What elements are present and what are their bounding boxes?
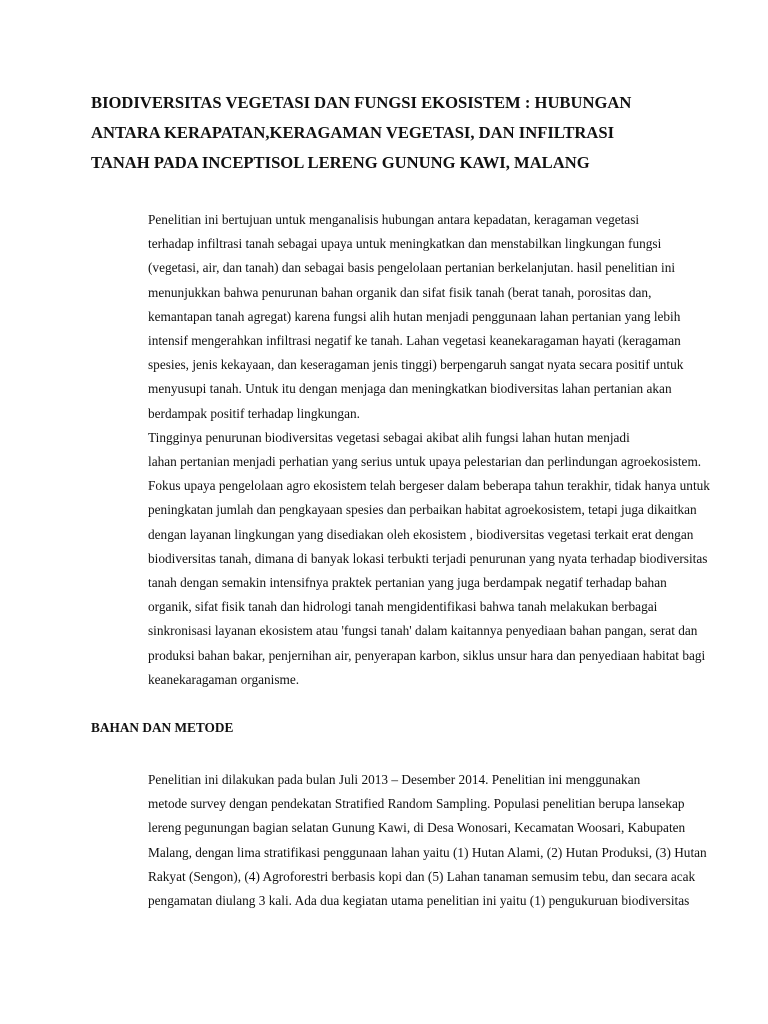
text-line: sinkronisasi layanan ekosistem atau 'fungsi tanah' dalam kaitannya penyediaan bahan pangan, serat dan [148, 623, 698, 639]
text-line: spesies, jenis kekayaan, dan keseragaman jenis tinggi) berpengaruh sangat nyata secara positif untuk [148, 357, 684, 373]
text-line: lereng pegunungan bagian selatan Gunung Kawi, di Desa Wonosari, Kecamatan Woosari, Kabupaten [148, 820, 686, 836]
text-line: kemantapan tanah agregat) karena fungsi alih hutan menjadi penggunaan lahan pertanian yang lebih [148, 308, 681, 324]
text-line: Malang, dengan lima stratifikasi penggunaan lahan yaitu (1) Hutan Alami, (2) Hutan Produksi, (3) Hutan [148, 844, 707, 860]
text-line: intensif mengerahkan infiltrasi negatif ke tanah. Lahan vegetasi keanekaragaman hayati (keragaman [148, 333, 681, 349]
section-heading: BAHAN DAN METODE [91, 720, 234, 736]
text-line: pengamatan diulang 3 kali. Ada dua kegiatan utama penelitian ini yaitu (1) pengukuruan biodiversitas [148, 893, 690, 909]
title-line: ANTARA KERAPATAN,KERAGAMAN VEGETASI, DAN INFILTRASI [91, 123, 615, 142]
text-line: (vegetasi, air, dan tanah) dan sebagai basis pengelolaan pertanian berkelanjutan. hasil penelitian ini [148, 260, 676, 276]
document-page [91, 88, 710, 913]
text-line: menunjukkan bahwa penurunan bahan organik dan sifat fisik tanah (berat tanah, porositas dan, [148, 284, 652, 300]
text-line: keanekaragaman organisme. [148, 671, 300, 687]
text-line: lahan pertanian menjadi perhatian yang serius untuk upaya pelestarian dan perlindungan agroekosistem. [148, 454, 702, 470]
text-line: Rakyat (Sengon), (4) Agroforestri berbasis kopi dan (5) Lahan tanaman semusim tebu, dan secara acak [148, 868, 696, 884]
title-line: BIODIVERSITAS VEGETASI DAN FUNGSI EKOSISTEM : HUBUNGAN [91, 93, 632, 112]
text-line: Penelitian ini bertujuan untuk menganalisis hubungan antara kepadatan, keragaman vegetasi [148, 212, 640, 227]
text-line: peningkatan jumlah dan pengkayaan spesies dan perbaikan habitat agroekosistem, tetapi juga dikaitkan [148, 502, 697, 518]
document-title [91, 88, 679, 178]
text-line: menyusupi tanah. Untuk itu dengan menjaga dan meningkatkan biodiversitas lahan pertanian akan [148, 381, 672, 397]
paragraph-background [91, 426, 710, 692]
text-line: produksi bahan bakar, penjernihan air, penyerapan karbon, siklus unsur hara dan penyediaan habitat bagi [148, 647, 706, 663]
text-line: Tingginya penurunan biodiversitas vegetasi sebagai akibat alih fungsi lahan hutan menjadi [148, 429, 630, 445]
text-line: organik, sifat fisik tanah dan hidrologi tanah mengidentifikasi bahwa tanah melakukan berbagai [148, 599, 658, 615]
title-line: TANAH PADA INCEPTISOL LERENG GUNUNG KAWI, MALANG [91, 153, 590, 172]
text-line: biodiversitas tanah, dimana di banyak lokasi terbukti terjadi penurunan yang nyata terhadap biodiversitas [148, 550, 708, 566]
text-line: terhadap infiltrasi tanah sebagai upaya untuk meningkatkan dan menstabilkan lingkungan fungsi [148, 236, 662, 252]
paragraph-methods [91, 768, 707, 913]
paragraph-introduction [91, 208, 684, 426]
text-line: Fokus upaya pengelolaan agro ekosistem telah bergeser dalam beberapa tahun terakhir, tidak hanya untuk [148, 478, 710, 494]
text-line: tanah dengan semakin intensifnya praktek pertanian yang juga berdampak negatif terhadap bahan [148, 575, 667, 591]
text-line: dengan layanan lingkungan yang disediakan oleh ekosistem , biodiversitas vegetasi terkait erat dengan [148, 526, 694, 542]
text-line: berdampak positif terhadap lingkungan. [148, 405, 360, 421]
text-line: Penelitian ini dilakukan pada bulan Juli 2013 – Desember 2014. Penelitian ini menggunakan [148, 772, 641, 788]
text-line: metode survey dengan pendekatan Stratified Random Sampling. Populasi penelitian berupa lansekap [148, 796, 685, 812]
